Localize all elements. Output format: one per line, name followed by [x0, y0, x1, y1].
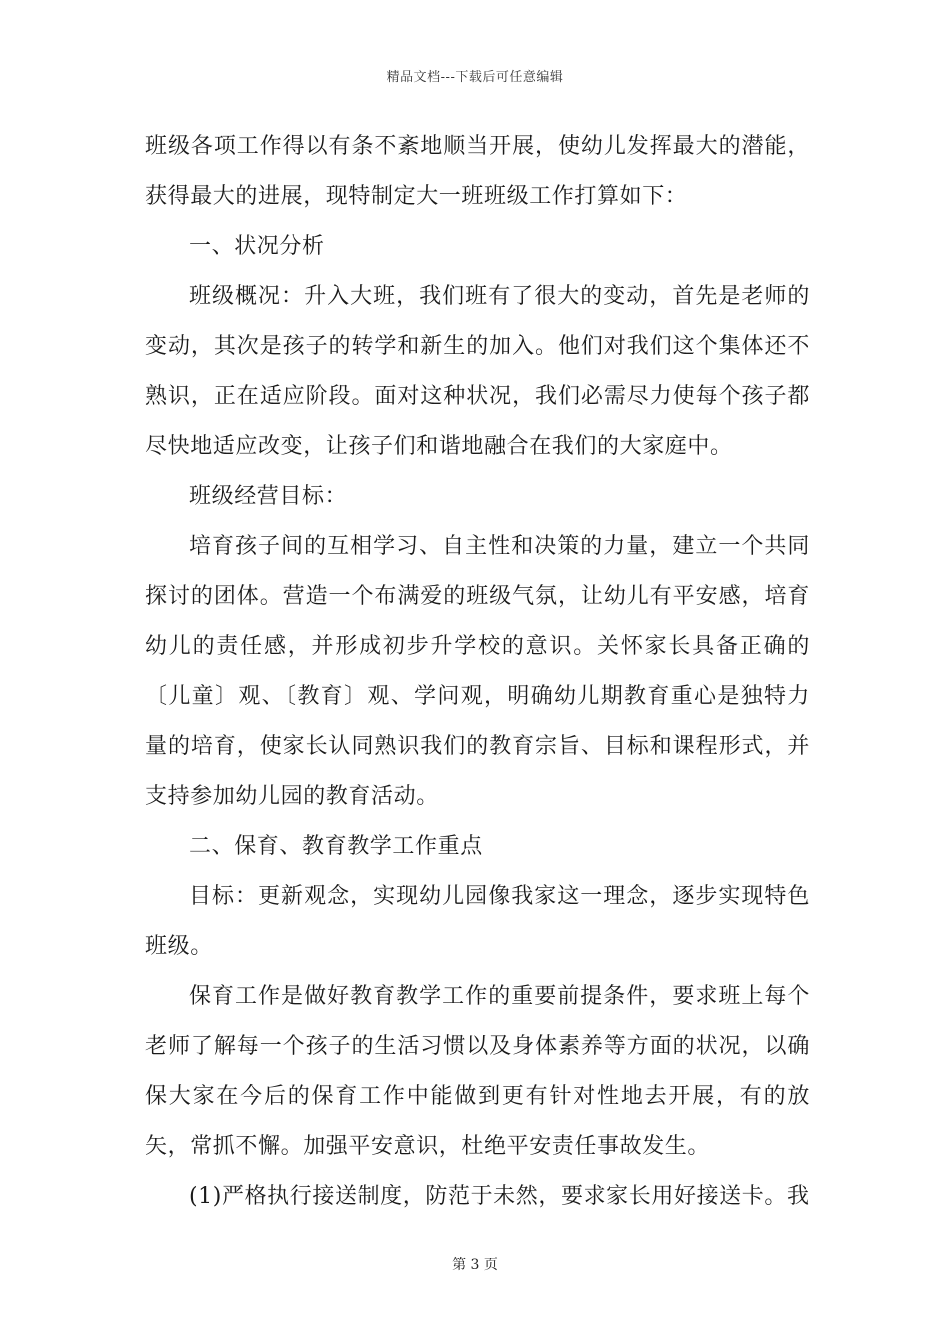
paragraph-continuation: 班级各项工作得以有条不紊地顺当开展，使幼儿发挥最大的潜能，获得最大的进展，现特制定大一班班级工作打算如下：: [145, 134, 810, 209]
section-heading-care-education: 二、保育、教育教学工作重点: [189, 834, 483, 859]
paragraph-management-goal-label: 班级经营目标：: [189, 484, 348, 509]
paragraph-management-goals: 培育孩子间的互相学习、自主性和决策的力量，建立一个共同探讨的团体。营造一个布满爱的班级气氛，让幼儿有平安感，培育幼儿的责任感，并形成初步升学校的意识。关怀家长具备正确的〔儿童〕观、〔教育〕观、学问观，明确幼儿期教育重心是独特力量的培育，使家长认同熟识我们的教育宗旨、目标和课程形式，并支持参加幼儿园的教育活动。: [145, 534, 810, 809]
page-number: 第 3 页: [452, 1257, 498, 1273]
section-heading-situation-analysis: 一、状况分析: [189, 234, 325, 259]
paragraph-target: 目标：更新观念，实现幼儿园像我家这一理念，逐步实现特色班级。: [145, 884, 810, 959]
page-header: 精品文档---下载后可任意编辑: [386, 70, 564, 85]
paragraph-class-overview: 班级概况：升入大班，我们班有了很大的变动，首先是老师的变动，其次是孩子的转学和新生的加入。他们对我们这个集体还不熟识，正在适应阶段。面对这种状况，我们必需尽力使每个孩子都尽快地适应改变，让孩子们和谐地融合在我们的大家庭中。: [145, 284, 810, 459]
paragraph-care-work: 保育工作是做好教育教学工作的重要前提条件，要求班上每个老师了解每一个孩子的生活习惯以及身体素养等方面的状况，以确保大家在今后的保育工作中能做到更有针对性地去开展，有的放矢，常抓不懈。加强平安意识，杜绝平安责任事故发生。: [145, 984, 810, 1159]
paragraph-pickup-rule: (1)严格执行接送制度，防范于未然，要求家长用好接送卡。我: [189, 1184, 810, 1209]
document-body: [145, 122, 810, 1222]
